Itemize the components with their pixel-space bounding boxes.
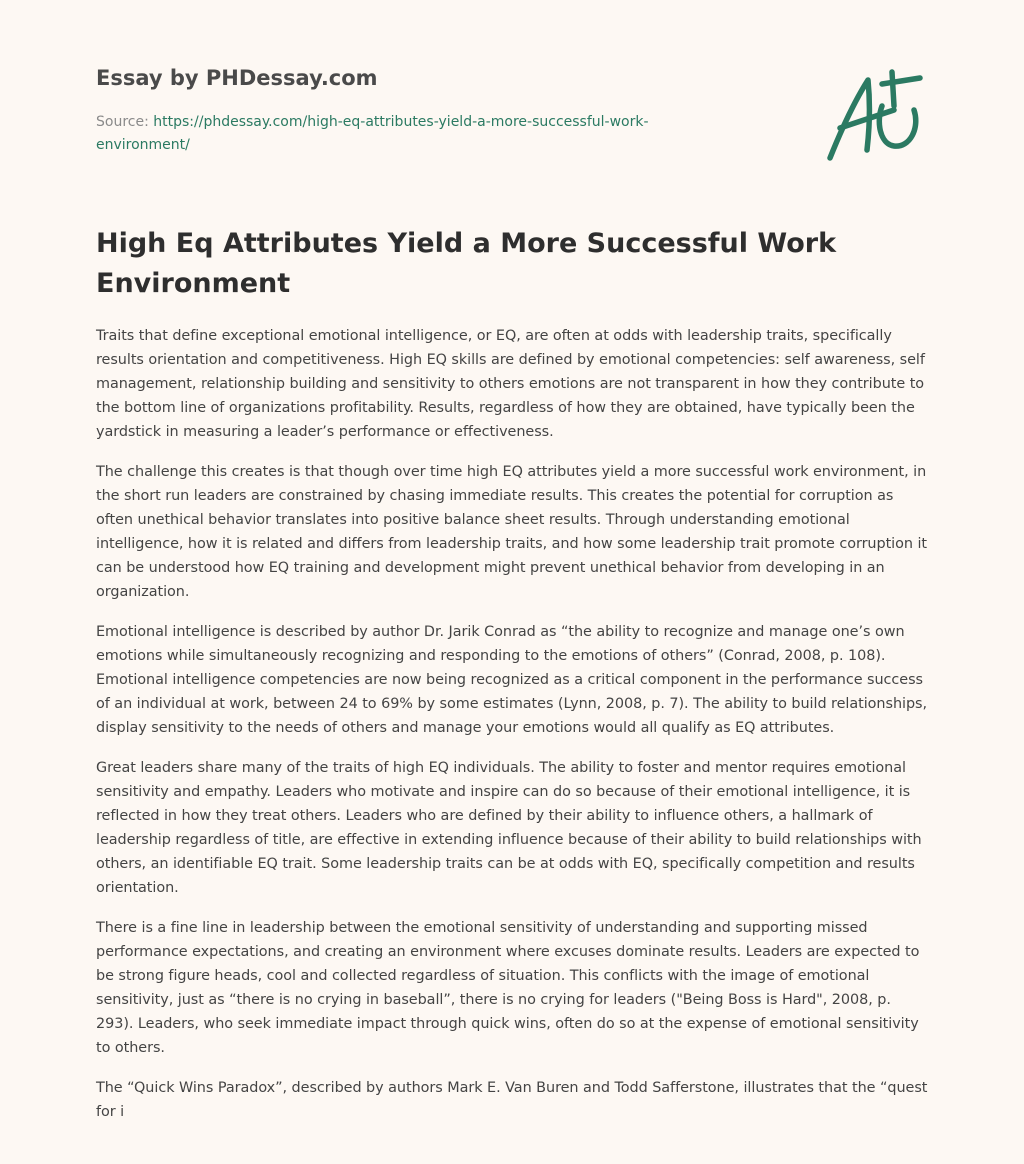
paragraph: Traits that define exceptional emotional intelligence, or EQ, are often at odds with leadership traits, specifically results orientation and competitiveness. High EQ skills are defined by emotional competencies: self awareness, self management, relationship building and sensitivity to others emotions are not transparent in how they contribute to the bottom line of organizations profitability. Results, regardless of how they are obtained, have typically been the yardstick in measuring a leader’s performance or effectiveness.	[96, 328, 925, 440]
source-line	[96, 111, 736, 157]
paragraph: Emotional intelligence is described by author Dr. Jarik Conrad as “the ability to recognize and manage one’s own emotions while simultaneously recognizing and responding to the emotions of others” (Conrad, 2008, p. 108). Emotional intelligence competencies are now being recognized as a critical component in the performance success of an individual at work, between 24 to 69% by some estimates (Lynn, 2008, p. 7). The ability to build relationships, display sensitivity to the needs of others and manage your emotions would all qualify as EQ attributes.	[96, 624, 928, 736]
page-header	[96, 64, 736, 157]
paragraph: The “Quick Wins Paradox”, described by authors Mark E. Van Buren and Todd Safferstone, illustrates that the “quest for i	[96, 1080, 928, 1120]
site-title: Essay by PHDessay.com	[96, 66, 378, 90]
document-title: High Eq Attributes Yield a More Successful Work Environment	[96, 228, 837, 299]
paragraph: The challenge this creates is that though over time high EQ attributes yield a more successful work environment, in the short run leaders are constrained by chasing immediate results. This creates the potential for corruption as often unethical behavior translates into positive balance sheet results. Through understanding emotional intelligence, how it is related and differs from leadership traits, and how some leadership trait promote corruption it can be understood how EQ training and development might prevent unethical behavior from developing in an organization.	[96, 464, 928, 600]
source-link[interactable]: https://phdessay.com/high-eq-attributes-yield-a-more-successful-work-environment/	[96, 114, 649, 153]
paragraph: Great leaders share many of the traits of high EQ individuals. The ability to foster and mentor requires emotional sensitivity and empathy. Leaders who motivate and inspire can do so because of their emotional intelligence, it is reflected in how they treat others. Leaders who are defined by their ability to influence others, a hallmark of leadership regardless of title, are effective in extending influence because of their ability to build relationships with others, an identifiable EQ trait. Some leadership traits can be at odds with EQ, specifically competition and results orientation.	[96, 760, 922, 896]
paragraph: There is a fine line in leadership between the emotional sensitivity of understanding and supporting missed performance expectations, and creating an environment where excuses dominate results. Leaders are expected to be strong figure heads, cool and collected regardless of situation. This conflicts with the image of emotional sensitivity, just as “there is no crying in baseball”, there is no crying for leaders ("Being Boss is Hard", 2008, p. 293). Leaders, who seek immediate impact through quick wins, often do so at the expense of emotional sensitivity to others.	[96, 920, 920, 1056]
essay-body	[96, 324, 932, 1140]
a-plus-logo-icon	[820, 66, 930, 166]
source-label: Source:	[96, 114, 149, 130]
